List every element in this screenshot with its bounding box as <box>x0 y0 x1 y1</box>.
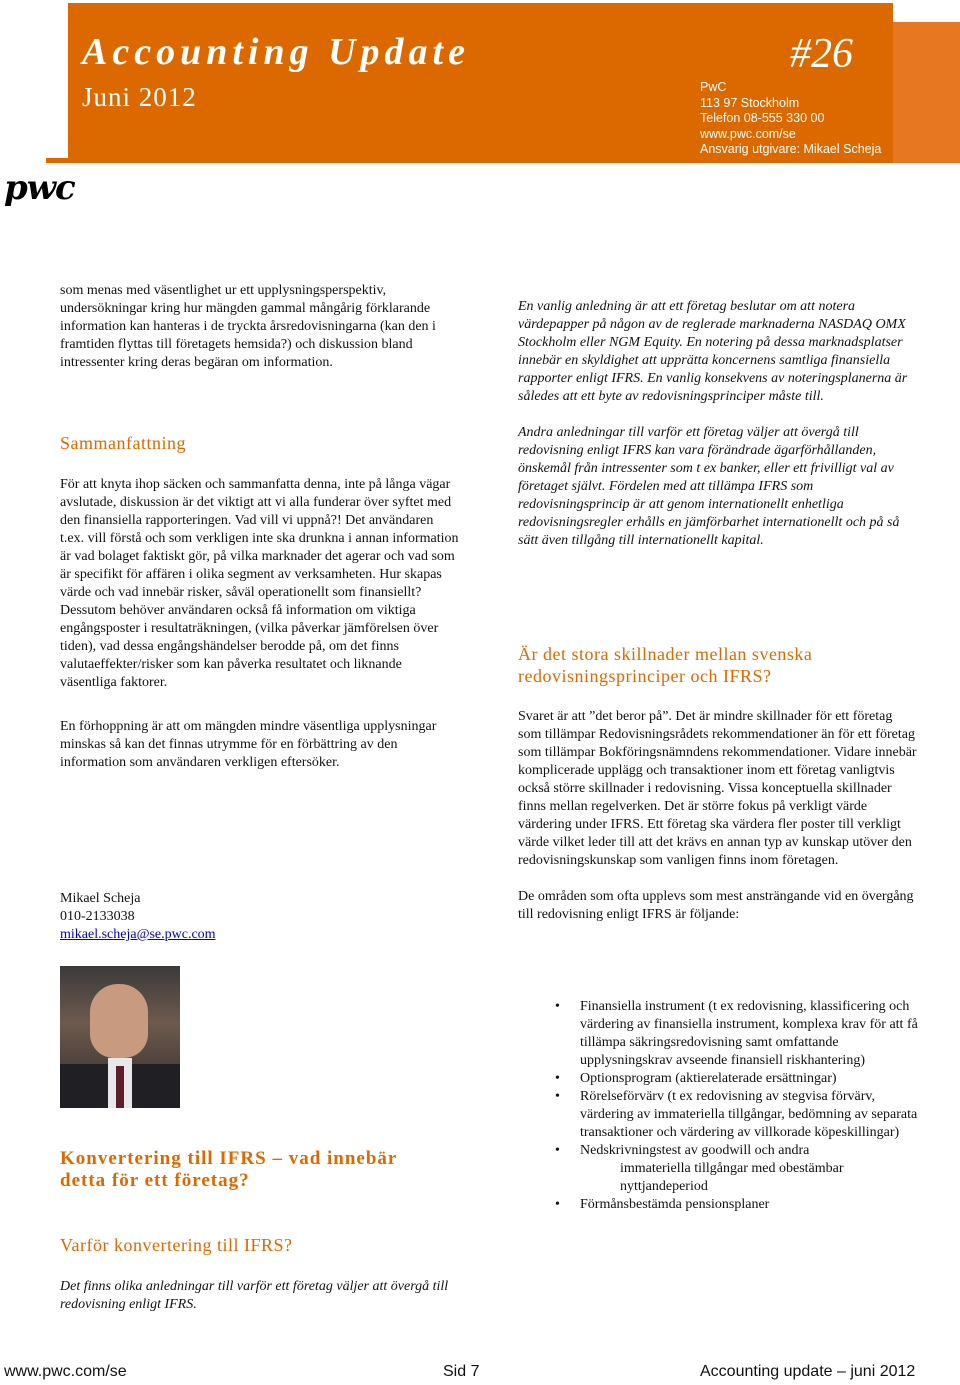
contact-phone: Telefon 08-555 330 00 <box>700 111 825 125</box>
list-item: • Finansiella instrument (t ex redovisning, klassificering och värdering av finansiella instrument, komplexa krav för att få tillämpa säkringsredovisning samt omfattande upplysningskrav avseende finansiell riskhantering) <box>555 999 918 1068</box>
bullet-icon: • <box>555 1143 560 1158</box>
author-photo <box>60 966 180 1108</box>
summary-paragraph-1: För att knyta ihop säcken och sammanfatta denna, inte på långa vägar avslutade, diskussion är det viktigt att vi alla funderar över syftet med den finansiella rapporteringen. Vad vill vi uppnå?! Det användaren t.ex. vill förstå och som verkligen inte ska drunkna i annan information är vad bolaget faktiskt gör, på vilka marknader det agerar och vad som är specifikt för affären i olika segment av verksamheten. Hur skapas värde och vad innebär risker, såväl operationellt som finansiellt? Dessutom behöver användaren också få information om viktiga engångsposter i resultaträkningen, (vilka påverkar jämförelsen över tiden), vad dessa engångshändelser berodde på, om det finns valutaeffekter/risker som kan påverka resultatet och liknande väsentliga faktorer. <box>60 477 459 690</box>
author-email-link[interactable]: mikael.scheja@se.pwc.com <box>60 927 216 942</box>
author-block <box>60 890 460 944</box>
author-phone: 010-2133038 <box>60 909 135 924</box>
list-item: • Rörelseförvärv (t ex redovisning av stegvisa förvärv, värdering av immateriella tillgångar, bedömning av separata transaktioner och värdering av villkorade köpeskillingar) <box>555 1089 918 1140</box>
footer-url[interactable]: www.pwc.com/se <box>4 1363 127 1380</box>
author-name: Mikael Scheja <box>60 891 141 906</box>
footer-title: Accounting update – juni 2012 <box>700 1363 916 1380</box>
answer-paragraph: Svaret är att ”det beror på”. Det är mindre skillnader för ett företag som tillämpar Redovisningsrådets rekommendationer än för ett företag som tillämpar Bokföringsnämndens rekommendationer. Vidare innebär komplicerade upplägg och transaktioner inom ett företag vanligtvis också större skillnader i redovisning. Vissa konceptuella skillnader finns mellan regelverken. Det är större fokus på verkligt värde värdering under IFRS. Ett företag ska värdera fler poster till verkligt värde vilket leder till att det krävs en annan typ av kunskap utöver den redovisningskunskap som vanligen finns inom företagen. <box>518 709 917 868</box>
summary-heading: Sammanfattning <box>60 433 186 453</box>
why-ifrs-heading: Varför konvertering till IFRS? <box>60 1235 293 1255</box>
contact-address: 113 97 Stockholm <box>700 95 800 110</box>
summary-paragraph-2: En förhoppning är att om mängden mindre väsentliga upplysningar minskas så kan det finnas utrymme för en förbättring av den information som användaren verkligen eftersöker. <box>60 719 437 770</box>
list-item: • Optionsprogram (aktierelaterade ersättningar) <box>555 1071 837 1086</box>
footer-page-number: Sid 7 <box>443 1363 480 1380</box>
bullet-icon: • <box>555 999 560 1014</box>
logo-accent-bar <box>46 158 68 163</box>
ifrs-article-heading: Konvertering till IFRS – vad innebär detta för ett företag? <box>60 1148 398 1191</box>
newsletter-title: Accounting Update <box>82 31 470 73</box>
list-item: • Nedskrivningstest av goodwill och andra immateriella tillgångar med obestämbar nyttjandeperiod <box>518 1142 918 1196</box>
why-ifrs-text: Det finns olika anledningar till varför ett företag väljer att övergå till redovisning enligt IFRS. <box>60 1279 449 1312</box>
intro-paragraph: som menas med väsentlighet ur ett upplysningsperspektiv, undersökningar kring hur mängden gammal mångårig förklarande information kan hanteras i de tryckta årsredovisningarna (kan den i framtiden flyttas till företagets hemsida?) och diskussion bland intressenter kring deras begäran om information. <box>60 283 436 370</box>
left-column-intro <box>60 282 460 372</box>
right-italic-block <box>518 298 918 550</box>
contact-company: PwC <box>700 80 727 94</box>
header-banner-accent <box>893 22 960 163</box>
issue-date: Juni 2012 <box>82 82 197 112</box>
contact-block <box>700 80 881 158</box>
summary-body <box>60 476 460 772</box>
bullet-icon: • <box>555 1197 560 1212</box>
pwc-logo: pwc <box>4 168 75 208</box>
list-item-continuation: immateriella tillgångar med obestämbar nyttjandeperiod <box>620 1161 844 1194</box>
areas-bullet-list <box>518 998 918 1214</box>
contact-website[interactable]: www.pwc.com/se <box>700 126 796 141</box>
list-item: • Förmånsbestämda pensionsplaner <box>555 1197 770 1212</box>
differences-heading: Är det stora skillnader mellan svenska redovisningsprinciper och IFRS? <box>518 644 813 686</box>
areas-intro-paragraph: De områden som ofta upplevs som mest ansträngande vid en övergång till redovisning enligt IFRS är följande: <box>518 889 914 922</box>
listing-paragraph: En vanlig anledning är att ett företag beslutar om att notera värdepapper på någon av de reglerade marknaderna NASDAQ OMX Stockholm eller NGM Equity. En notering på dessa marknadsplatser innebär en skyldighet att upprätta koncernens samtliga finansiella rapporter enligt IFRS. En vanlig konsekvens av noteringsplanerna är således att ett byte av redovisningsprinciper måste till. <box>518 299 908 404</box>
bullet-icon: • <box>555 1089 560 1104</box>
bullet-icon: • <box>555 1071 560 1086</box>
issue-number: #26 <box>790 31 853 77</box>
other-reasons-paragraph: Andra anledningar till varför ett företag väljer att övergå till redovisning enligt IFRS kan vara förändrade ägarförhållanden, önskemål från intressenter som t ex banker, eller ett frivilligt val av företaget självt. Fördelen med att tillämpa IFRS som redovisningsprincip är att genom internationellt enhetliga redovisningsregler erhålls en jämförbarhet internationellt och på så sätt även tillgång till internationellt kapital. <box>518 425 900 548</box>
contact-publisher: Ansvarig utgivare: Mikael Scheja <box>700 142 882 156</box>
right-body <box>518 708 918 924</box>
